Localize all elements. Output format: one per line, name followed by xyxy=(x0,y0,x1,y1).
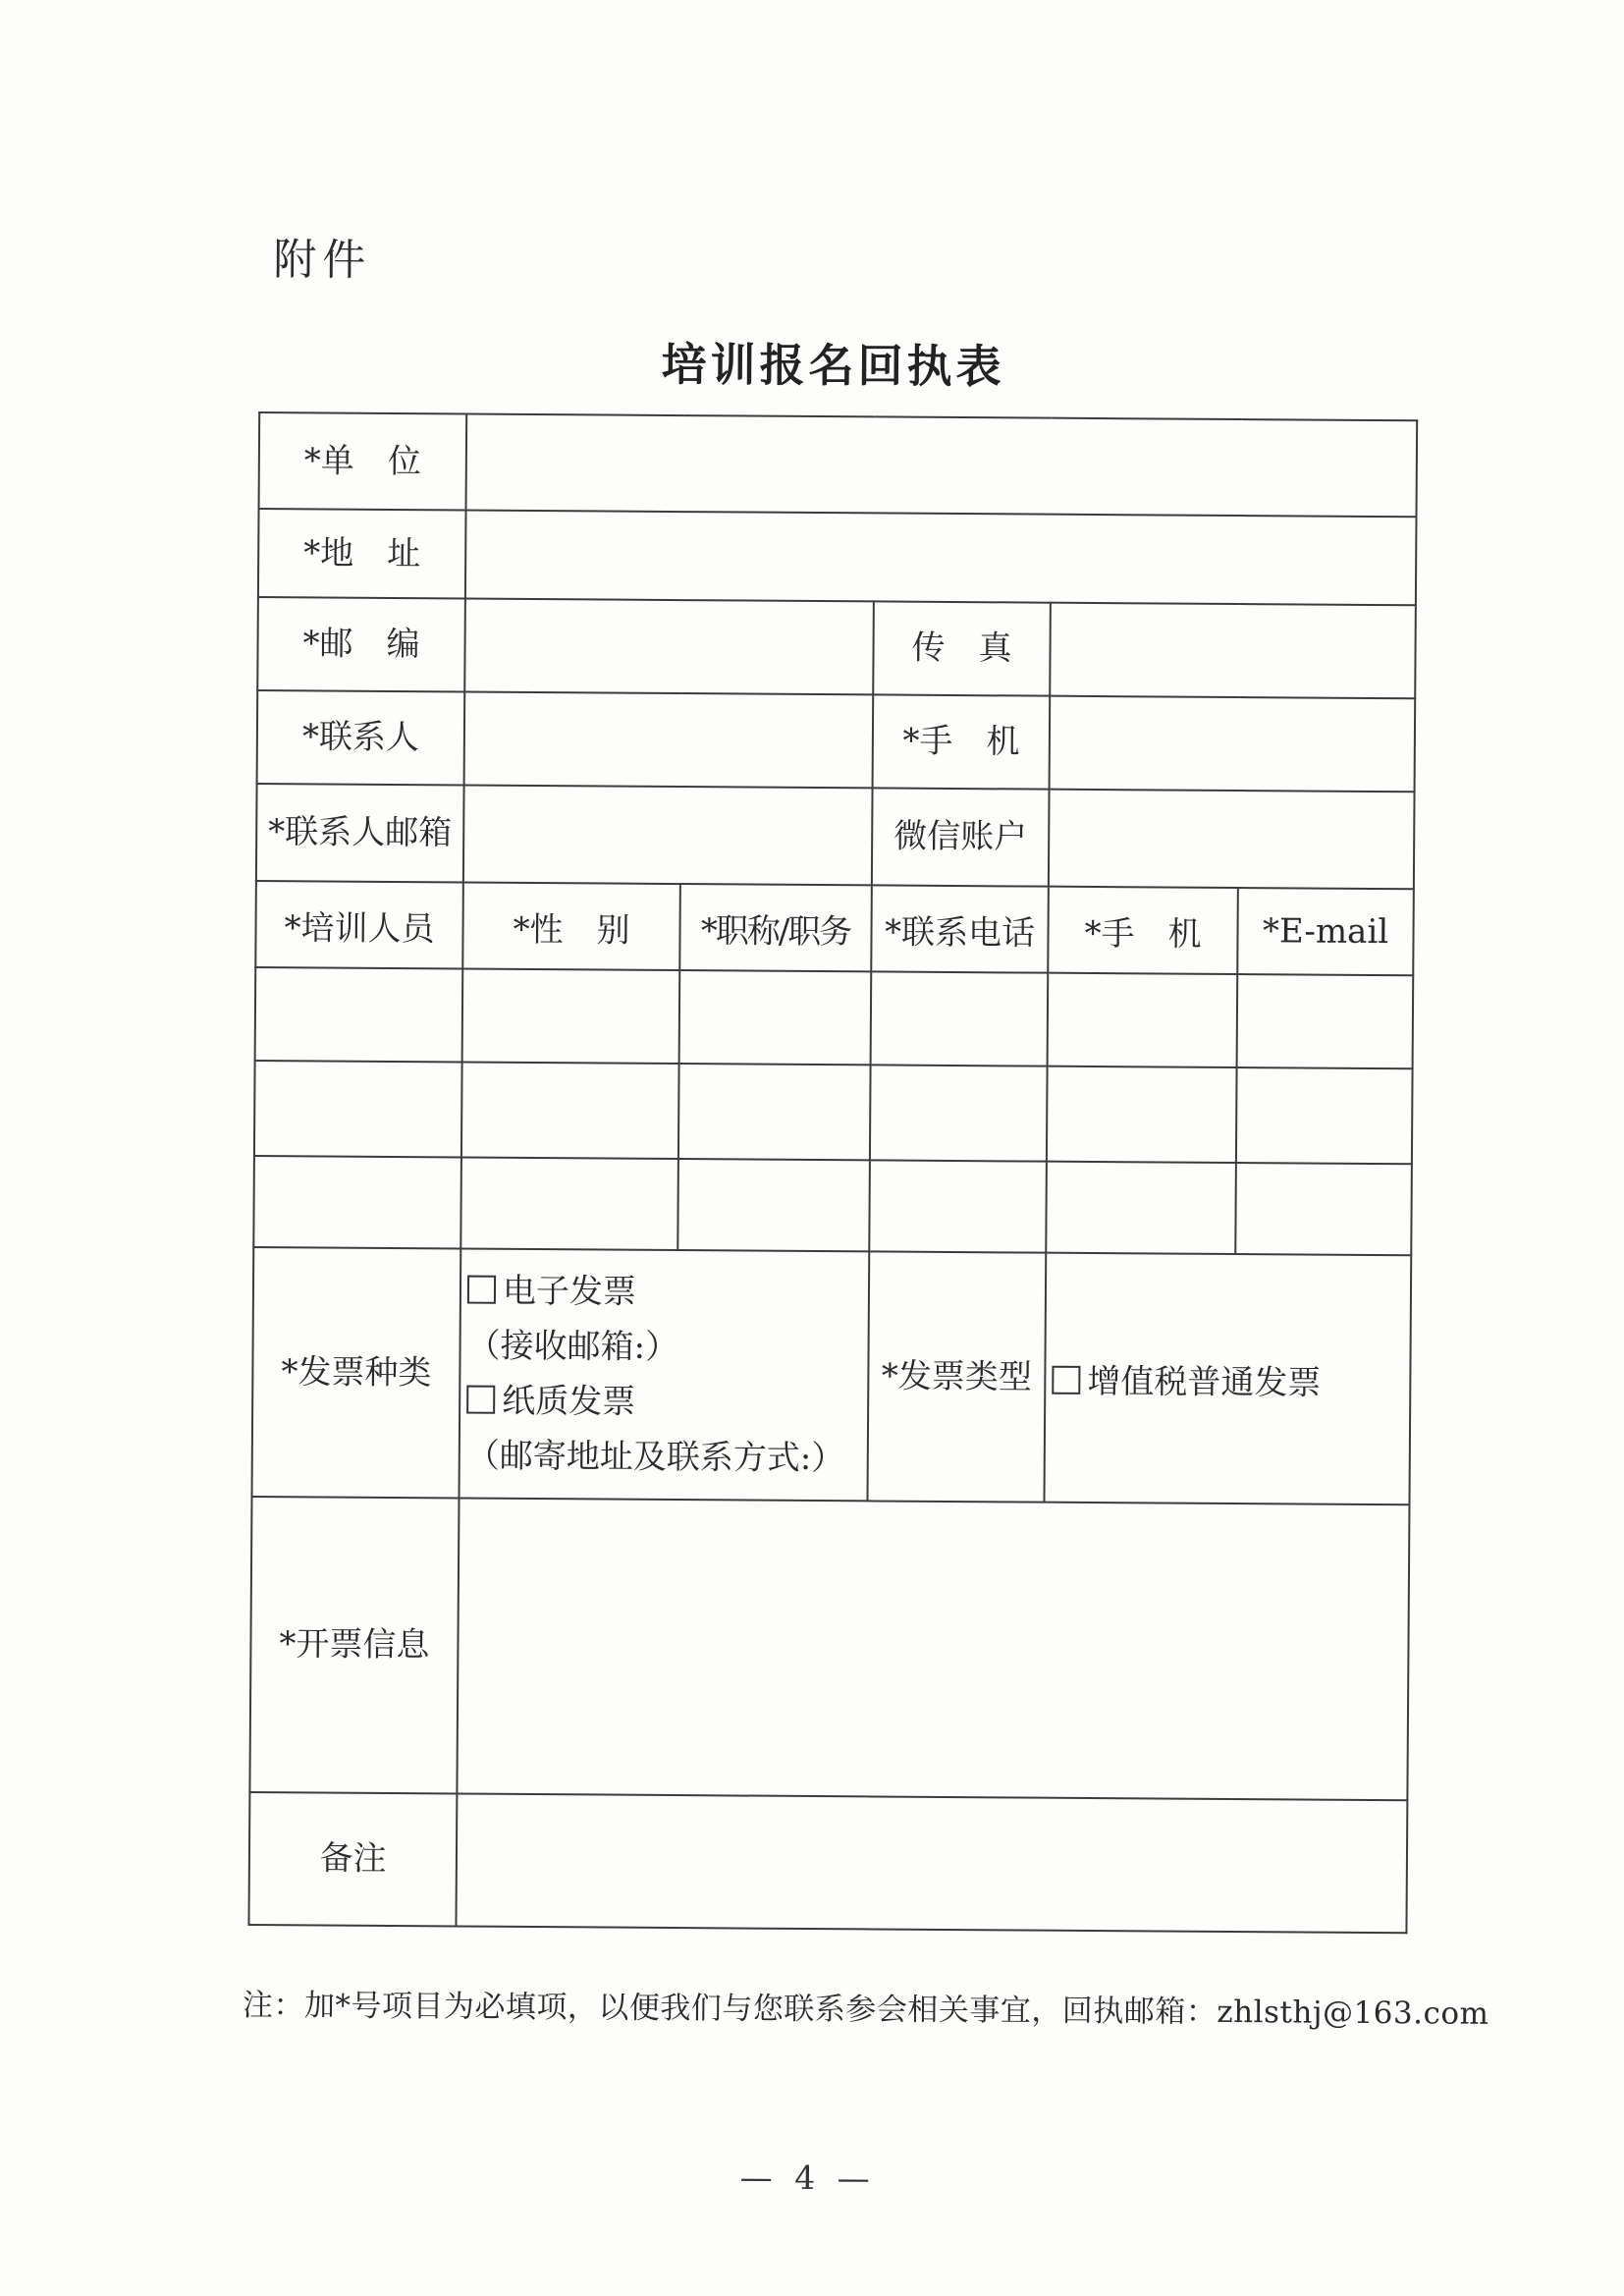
electronic-invoice-note: （接收邮箱:） xyxy=(466,1326,679,1368)
table-row-postcode-fax xyxy=(257,597,1416,698)
footer-note xyxy=(243,1980,1548,2033)
personnel-cell xyxy=(677,1159,870,1251)
mobile-value-cell xyxy=(1050,696,1416,793)
footer-note-text: 注：加*号项目为必填项，以便我们与您联系参会相关事宜，回执邮箱： xyxy=(242,1987,1218,2030)
paper-invoice-note: （邮寄地址及联系方式:） xyxy=(465,1436,845,1479)
paper-invoice-label: 纸质发票 xyxy=(502,1381,636,1422)
address-label: *地 址 xyxy=(258,509,466,598)
contact-email-value-cell xyxy=(463,786,873,886)
personnel-cell xyxy=(869,1160,1047,1252)
personnel-cell xyxy=(462,969,680,1065)
invoice-option-electronic xyxy=(467,1264,862,1322)
personnel-cell xyxy=(460,1158,678,1251)
billing-info-label: *开票信息 xyxy=(249,1497,459,1793)
personnel-col-mobile: *手 机 xyxy=(1048,887,1238,974)
vat-ordinary-invoice-checkbox xyxy=(1052,1365,1080,1394)
invoice-kind-label: *发票种类 xyxy=(252,1247,461,1498)
electronic-invoice-checkbox xyxy=(467,1276,496,1304)
personnel-col-position: *职称/职务 xyxy=(679,884,872,971)
mobile-label: *手 机 xyxy=(873,694,1051,789)
unit-label: *单 位 xyxy=(259,412,467,510)
invoice-option-paper xyxy=(466,1374,861,1432)
table-row-billing-info xyxy=(249,1497,1409,1800)
personnel-cell xyxy=(461,1063,679,1160)
personnel-col-phone: *联系电话 xyxy=(871,885,1049,972)
personnel-empty-row xyxy=(253,1156,1412,1255)
postcode-label: *邮 编 xyxy=(257,597,465,691)
fax-label: 传 真 xyxy=(873,601,1051,695)
personnel-cell xyxy=(255,967,463,1062)
personnel-cell xyxy=(870,1065,1048,1161)
table-row-remarks xyxy=(248,1792,1407,1933)
wechat-label: 微信账户 xyxy=(872,788,1050,886)
unit-value-cell xyxy=(466,414,1418,518)
personnel-cell xyxy=(1048,973,1238,1067)
address-value-cell xyxy=(465,511,1417,606)
remarks-label: 备注 xyxy=(248,1792,457,1926)
invoice-type-option-cell xyxy=(1044,1253,1411,1505)
fax-value-cell xyxy=(1050,603,1416,699)
postcode-value-cell xyxy=(464,599,874,695)
table-row-contactemail-wechat xyxy=(256,784,1415,889)
vat-ordinary-invoice-label: 增值税普通发票 xyxy=(1087,1361,1322,1403)
invoice-type-label: *发票类型 xyxy=(867,1251,1046,1502)
personnel-cell xyxy=(678,1064,871,1160)
personnel-cell xyxy=(1047,1066,1237,1163)
reply-email: zhlsthj@163.com xyxy=(1217,1994,1489,2032)
page-number: — 4 — xyxy=(739,2158,876,2198)
personnel-empty-row xyxy=(254,1061,1413,1164)
table-row-contact-mobile xyxy=(257,690,1416,792)
personnel-header-row xyxy=(255,881,1414,975)
wechat-value-cell xyxy=(1049,790,1415,890)
contact-value-cell xyxy=(464,692,874,789)
personnel-cell xyxy=(254,1061,462,1157)
personnel-cell xyxy=(1046,1162,1236,1254)
remarks-value-cell xyxy=(456,1793,1407,1933)
personnel-cell xyxy=(1237,974,1414,1068)
page-title: 培训报名回执表 xyxy=(661,337,1005,394)
billing-info-value-cell xyxy=(457,1498,1409,1800)
personnel-col-trainee: *培训人员 xyxy=(255,881,463,968)
invoice-kind-options-cell xyxy=(460,1249,870,1502)
contact-email-label: *联系人邮箱 xyxy=(256,784,464,882)
personnel-empty-row xyxy=(255,967,1414,1068)
paper-invoice-checkbox xyxy=(466,1386,495,1414)
table-row-unit xyxy=(259,412,1418,517)
personnel-cell xyxy=(679,970,872,1065)
personnel-col-email: *E-mail xyxy=(1237,888,1414,975)
personnel-cell xyxy=(871,971,1049,1066)
personnel-cell xyxy=(1235,1163,1412,1255)
contact-label: *联系人 xyxy=(257,690,465,785)
registration-form-table xyxy=(247,411,1418,1934)
table-row-invoice-kind xyxy=(252,1247,1412,1504)
attachment-label: 附件 xyxy=(273,235,372,286)
personnel-cell xyxy=(1236,1067,1413,1164)
electronic-invoice-label: 电子发票 xyxy=(502,1271,637,1312)
table-row-address xyxy=(258,509,1417,605)
personnel-cell xyxy=(253,1156,461,1248)
personnel-col-gender: *性 别 xyxy=(462,883,680,971)
